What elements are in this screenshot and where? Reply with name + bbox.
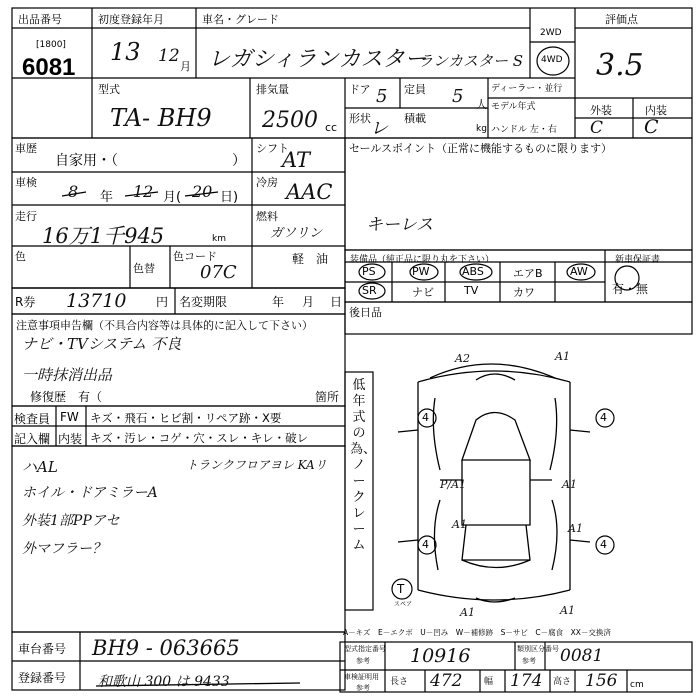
- model-year-label: モデル年式: [491, 102, 536, 112]
- score-label: 評価点: [605, 13, 638, 26]
- spare-tire: T: [397, 582, 405, 596]
- first-reg-month: 12: [158, 46, 180, 66]
- car-name-label: 車名・グレード: [202, 13, 279, 26]
- fuel-label: 燃料: [256, 210, 278, 223]
- reg: 和歌山 300 は 9433: [98, 674, 230, 690]
- wheel-fl: 4: [422, 411, 429, 424]
- mark-pa1: P/A1: [440, 478, 467, 491]
- first-reg-year: 13: [110, 38, 141, 66]
- length: 472: [430, 671, 463, 691]
- int-label: 内装: [58, 432, 83, 446]
- height-label: 高さ: [553, 677, 572, 687]
- shift-label: シフト: [256, 142, 289, 155]
- width-label: 幅: [484, 677, 494, 687]
- history-label: 車歴: [15, 142, 37, 155]
- history-value: 自家用・（: [55, 153, 118, 169]
- lot-no-sub: [1800]: [36, 40, 66, 50]
- dimension-unit: cm: [630, 680, 644, 690]
- reg-label: 登録番号: [18, 671, 67, 685]
- mark-a1-bottom2: A1: [560, 604, 575, 617]
- exterior-grade: C: [590, 118, 604, 138]
- mark-a1-right: A1: [562, 478, 577, 491]
- nichi: 日): [220, 190, 239, 205]
- fw-text: キズ・飛石・ヒビ割・リペア跡・X要: [90, 411, 282, 425]
- comment-1: ハAL: [22, 458, 58, 476]
- dealer-label: ディーラー・並行: [491, 84, 563, 94]
- length-label: 長さ: [390, 677, 409, 687]
- equipment-item-top-0: PS: [362, 265, 376, 278]
- height: 156: [585, 671, 618, 691]
- inspector-label: 検査員: [14, 412, 51, 426]
- new-warranty-label: 新車保証書: [615, 255, 661, 265]
- notes-line1: ナビ・TVシステム 不良: [22, 335, 182, 353]
- equipment-item-bottom-0: SR: [362, 284, 377, 297]
- equipment-item-bottom-1: ナビ: [412, 286, 434, 299]
- equipment-item-top-1: PW: [412, 265, 430, 278]
- comment-4: 外マフラー？: [22, 541, 106, 557]
- nen: 年: [100, 190, 114, 205]
- chassis-label: 車台番号: [18, 642, 67, 656]
- class-ref: 参考: [522, 657, 536, 665]
- grade: ランカスター S: [418, 52, 524, 70]
- equipment-label: 装備品（純正品に限り丸を下さい）: [350, 255, 495, 265]
- wheel-fr: 4: [600, 411, 607, 424]
- name-change-label: 名変期限: [179, 295, 228, 309]
- inspector-label2: 記入欄: [14, 432, 51, 446]
- shift: AT: [282, 148, 311, 172]
- cert-ref: 参考: [356, 684, 370, 692]
- repair-label: 修復歴 有（: [30, 390, 103, 404]
- displacement-label: 排気量: [256, 83, 289, 96]
- cc-unit: cc: [325, 121, 338, 134]
- equipment-item-top-4: AW: [570, 265, 588, 278]
- drive-2wd: 2WD: [540, 28, 562, 38]
- notes-label: 注意事項申告欄（不具合内容等は具体的に記入して下さい）: [16, 319, 313, 332]
- fuel-sub: 軽 油: [292, 252, 329, 266]
- sales-point: キーレス: [366, 215, 434, 235]
- wheel-rr: 4: [600, 538, 607, 551]
- repair-close: 箇所: [315, 390, 340, 404]
- wheel-rl: 4: [422, 538, 429, 551]
- comment-3: 外装1部PPアセ: [22, 513, 120, 529]
- int-text: キズ・汚レ・コゲ・穴・スレ・キレ・破レ: [90, 431, 309, 445]
- nichi2: 日: [330, 295, 343, 309]
- mark-a1-rear: A1: [568, 522, 583, 535]
- lot-no: 6081: [22, 54, 76, 81]
- sales-label: セールスポイント（正常に機能するものに限ります）: [349, 142, 613, 155]
- spare-sub: スペア: [394, 601, 413, 608]
- equipment-item-bottom-3: カワ: [513, 286, 535, 299]
- notes-line2: 一時抹消出品: [22, 366, 113, 384]
- inspection-month: 12: [133, 182, 154, 201]
- type-cert: 10916: [410, 645, 471, 667]
- comment-2: ホイル・ドアミラーA: [22, 485, 158, 501]
- car-name: レガシィランカスター: [208, 47, 427, 72]
- color-label: 色: [15, 250, 26, 263]
- class-no: 0081: [560, 646, 604, 666]
- color-change-label: 色替: [133, 262, 155, 275]
- km-unit: km: [212, 234, 226, 244]
- gatsu: 月(: [163, 190, 182, 205]
- model: TA- BH9: [110, 104, 212, 132]
- gatsu2: 月: [302, 295, 315, 309]
- body-label: 形状: [349, 112, 371, 125]
- color-code-label: 色コード: [173, 250, 217, 263]
- drive-4wd: 4WD: [541, 55, 563, 65]
- ac-label: 冷房: [256, 176, 278, 189]
- score: 3.5: [596, 48, 644, 83]
- comment-5: トランクフロアヨレ KAリ: [186, 458, 327, 472]
- model-label: 型式: [98, 83, 120, 96]
- payload-label: 積載: [404, 112, 426, 125]
- doors: 5: [376, 86, 388, 107]
- vertical-note: 低年式の為、ノークレーム: [350, 378, 377, 553]
- cert-label: 車検証明用: [344, 673, 379, 681]
- diagram-legend: A－キズ E－エクボ U－凹み W－補修跡 S－サビ C－腐食 XX－交換済: [343, 628, 611, 637]
- equipment-item-top-2: ABS: [462, 265, 484, 278]
- fuel: ガソリン: [270, 226, 323, 241]
- equipment-item-top-3: エアB: [513, 267, 543, 280]
- mileage: 16万1千945: [42, 224, 165, 248]
- mark-a2: A2: [455, 352, 470, 365]
- interior-label: 内装: [645, 104, 667, 117]
- class-label: 類別区分番号: [517, 645, 559, 653]
- mileage-label: 走行: [15, 210, 37, 223]
- lot-no-label: 出品番号: [18, 13, 62, 26]
- kg-unit: kg: [476, 124, 487, 134]
- mark-a1-top: A1: [555, 350, 570, 363]
- capacity: 5: [452, 86, 464, 107]
- type-cert-label: 型式指定番号: [344, 645, 386, 653]
- first-reg-m: 月: [180, 60, 191, 73]
- post-attach-label: 後日品: [349, 306, 382, 319]
- warranty-value: 有・無: [612, 282, 649, 296]
- equipment-item-bottom-2: TV: [464, 284, 479, 297]
- yen: 円: [156, 295, 169, 309]
- capacity-unit: 人: [476, 98, 487, 111]
- color-code: 07C: [200, 262, 237, 283]
- nen2: 年: [272, 295, 285, 309]
- body: レ: [370, 118, 388, 139]
- type-cert-ref: 参考: [356, 657, 370, 665]
- mark-a1-left: A1: [452, 518, 467, 531]
- inspection-label: 車検: [15, 176, 37, 189]
- exterior-label: 外装: [590, 104, 612, 117]
- inspection-year: 8: [68, 182, 79, 201]
- mark-a1-bottom1: A1: [460, 606, 475, 619]
- chassis: BH9 - 063665: [92, 636, 240, 660]
- inspection-day: 20: [192, 182, 213, 201]
- r-ticket-label: R券: [15, 295, 36, 309]
- width: 174: [510, 671, 543, 691]
- history-close: ）: [232, 153, 246, 169]
- ac: AAC: [286, 180, 333, 204]
- first-reg-label: 初度登録年月: [98, 13, 164, 26]
- handle-label: ハンドル 左・右: [491, 125, 557, 135]
- interior-grade: C: [644, 116, 659, 138]
- fw-label: FW: [60, 410, 79, 424]
- capacity-label: 定員: [404, 83, 426, 96]
- displacement: 2500: [262, 108, 318, 133]
- r-ticket: 13710: [66, 290, 127, 312]
- doors-label: ドア: [349, 83, 371, 96]
